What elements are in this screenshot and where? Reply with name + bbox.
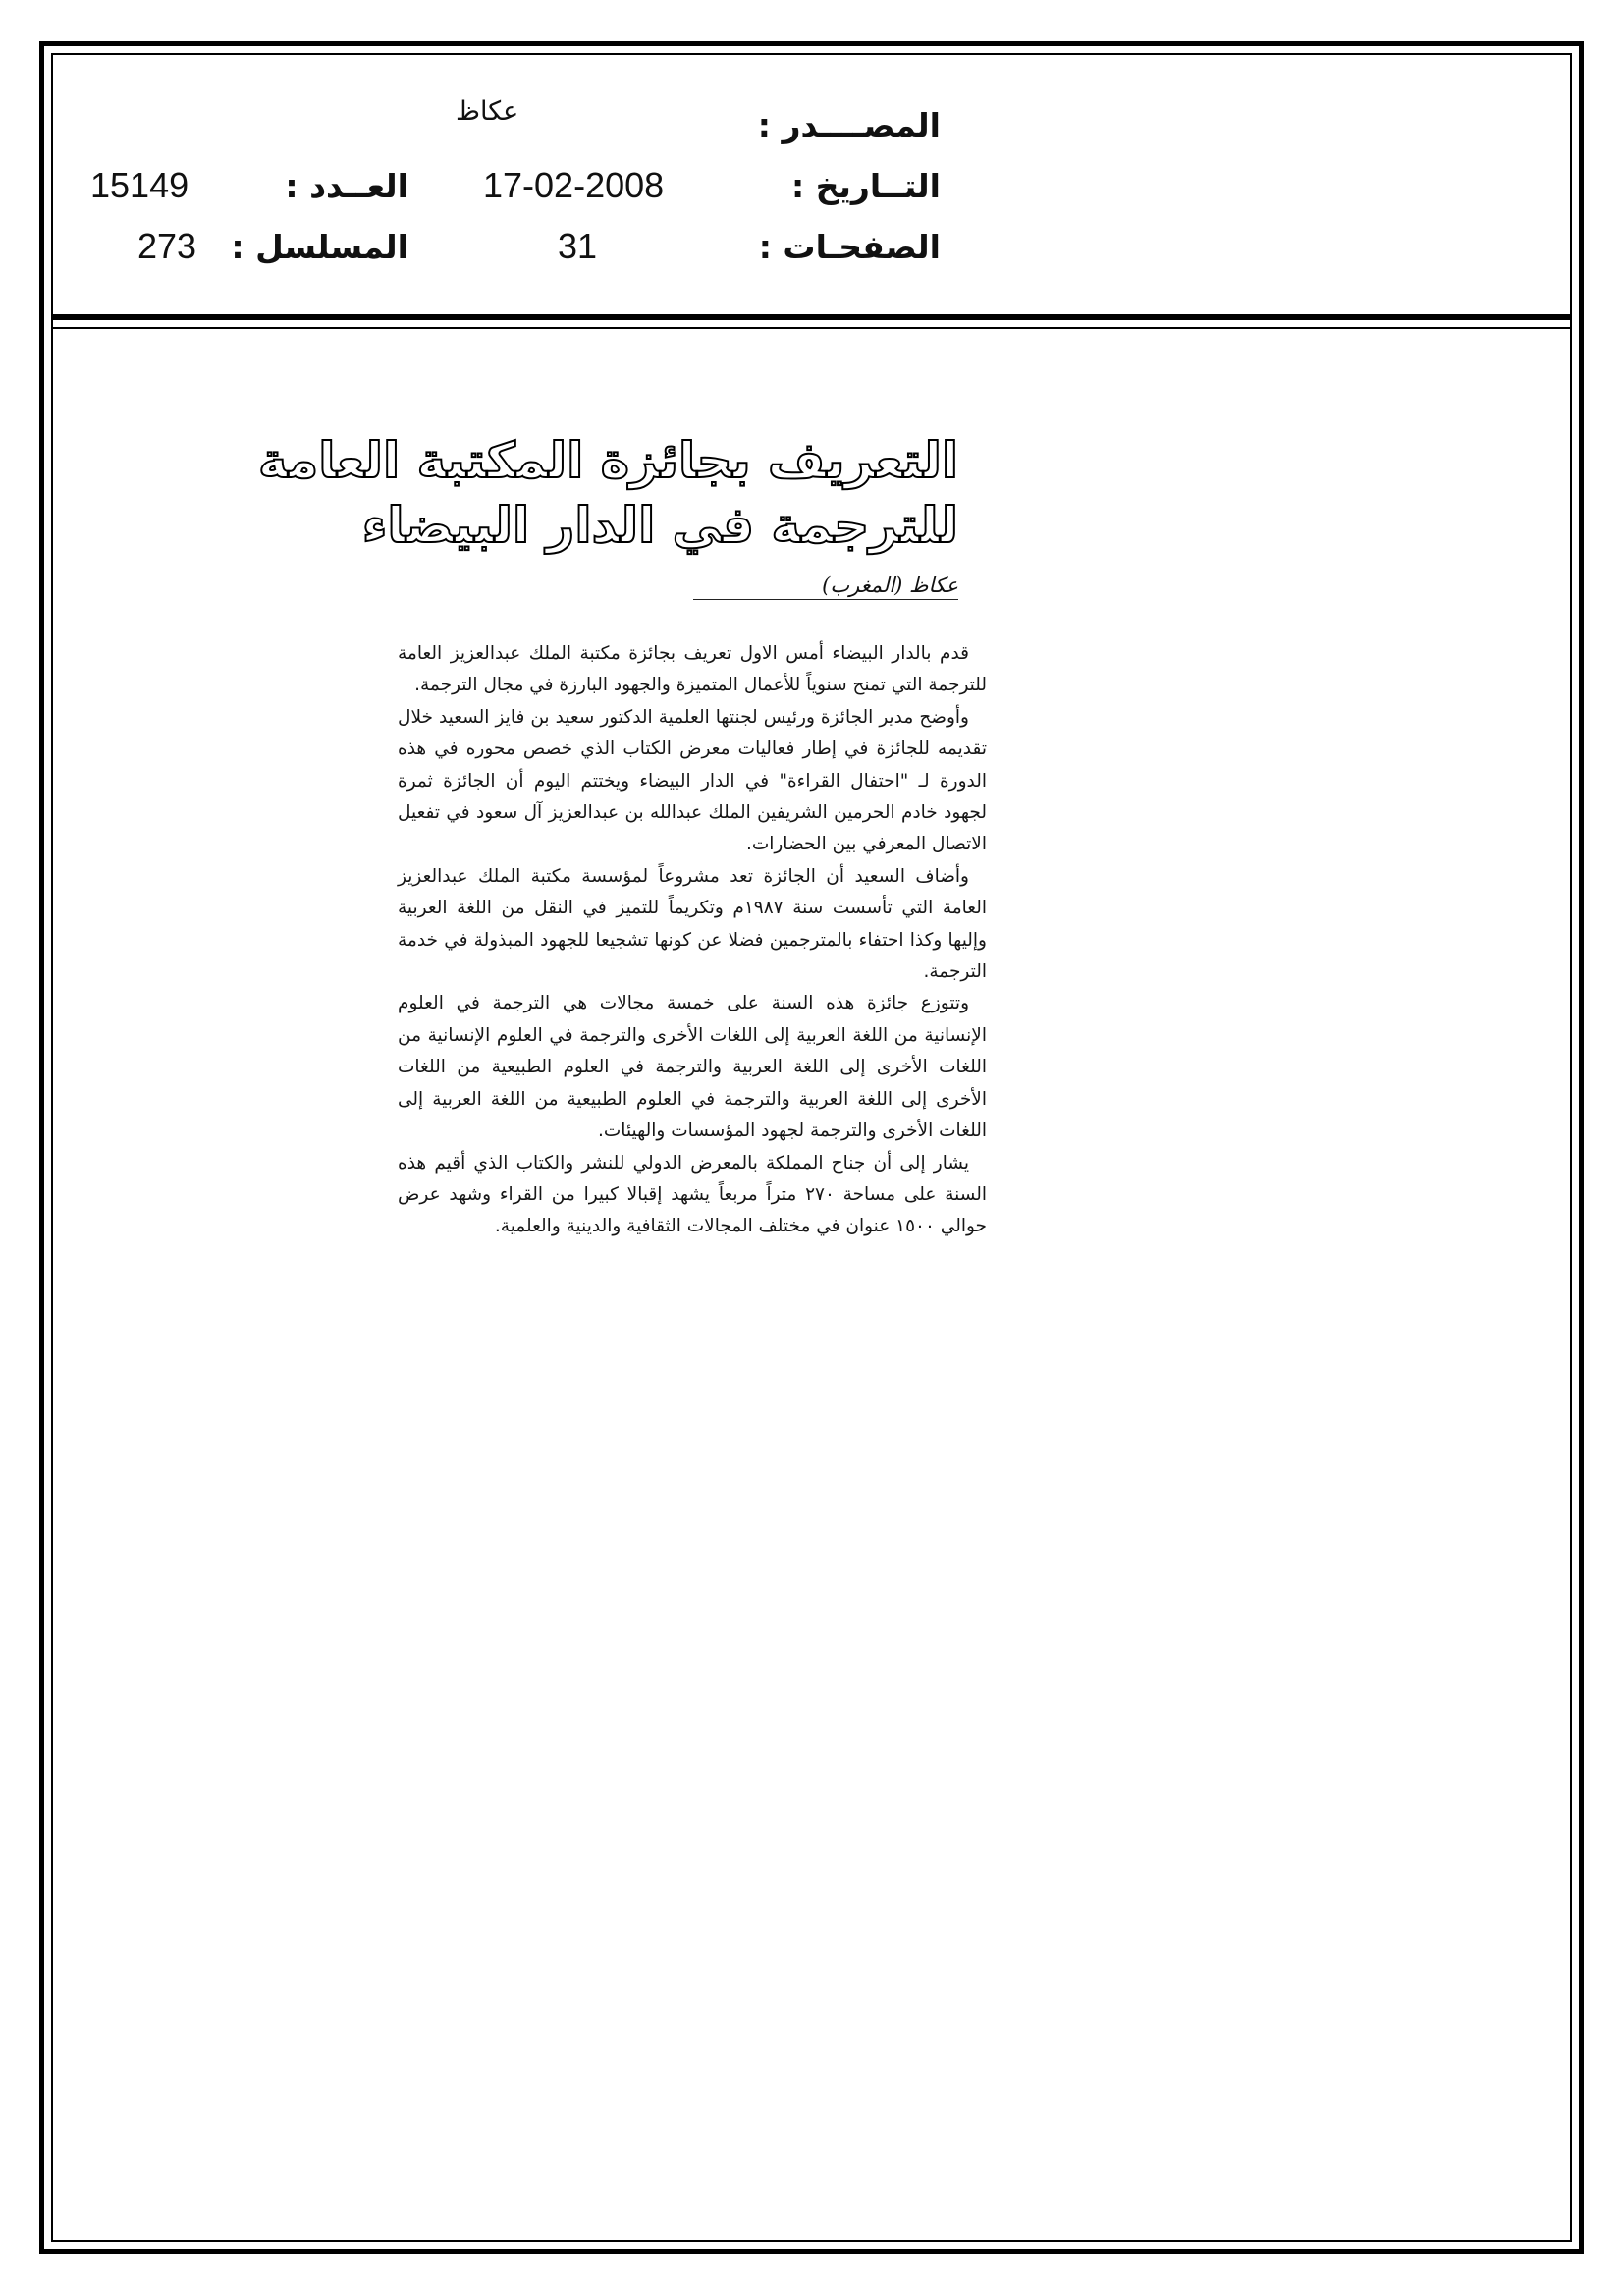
date-value: 17-02-2008 <box>483 165 665 205</box>
source-value: عكاظ <box>456 96 519 126</box>
pages-label: الصفحـات : <box>758 228 941 266</box>
article-paragraph: قدم بالدار البيضاء أمس الاول تعريف بجائزة مكتبة الملك عبدالعزيز العامة للترجمة التي تمنح سنوياً للأعمال المتميزة والجهود البارزة في مجال الترجمة. <box>398 643 987 696</box>
article-paragraph: يشار إلى أن جناح المملكة بالمعرض الدولي للنشر والكتاب الذي أقيم هذه السنة على مساحة ٢٧٠ متراً مربعاً يشهد إقبالا كبيرا من القراء وشهد عرض حوالي ١٥٠٠ عنوان في مختلف المجالات الثقافية والدينية والعلمية. <box>398 1152 987 1237</box>
pages-value: 31 <box>558 226 598 266</box>
source-label: المصــــدر : <box>757 106 941 144</box>
article-byline: عكاظ (المغرب) <box>693 574 958 600</box>
article-paragraph: وأضاف السعيد أن الجائزة تعد مشروعاً لمؤسسة مكتبة الملك عبدالعزيز العامة التي تأسست سنة ١٩٨٧م وتكريماً للتميز في النقل من اللغة العربية وإليها وكذا احتفاء بالمترجمين فضلا عن كونها تشجيعا للجهود المبذولة في خدمة الترجمة. <box>398 865 987 983</box>
article-body <box>398 638 987 1243</box>
header-divider-thick <box>51 314 1572 320</box>
article-title-line-2: للترجمة في الدار البيضاء <box>361 497 958 554</box>
article-title-line-1: التعريف بجائزة المكتبة العامة <box>257 432 958 489</box>
article-paragraph: وأوضح مدير الجائزة ورئيس لجنتها العلمية الدكتور سعيد بن فايز السعيد خلال تقديمه للجائزة في إطار فعاليات معرض الكتاب الذي خصص محوره في هذه الدورة لـ "احتفال القراءة" في الدار البيضاء ويختتم اليوم أن الجائزة ثمرة لجهود خادم الحرمين الشريفين الملك عبدالله بن عبدالعزيز آل سعود في تفعيل الاتصال المعرفي بين الحضارات. <box>398 706 987 855</box>
issue-value: 15149 <box>90 165 189 205</box>
serial-label: المسلسل : <box>231 228 408 266</box>
article-paragraph: وتتوزع جائزة هذه السنة على خمسة مجالات هي الترجمة في العلوم الإنسانية من اللغة العربية إلى اللغات الأخرى والترجمة في العلوم الإنسانية من اللغات الأخرى إلى اللغة العربية والترجمة في العلوم الطبيعية من اللغات الأخرى إلى اللغة العربية والترجمة في العلوم الطبيعية من اللغة العربية إلى اللغات الأخرى والترجمة لجهود المؤسسات والهيئات. <box>398 993 987 1142</box>
issue-label: العــدد : <box>285 167 408 205</box>
header-divider-thin <box>51 327 1572 329</box>
serial-value: 273 <box>137 226 197 266</box>
date-label: التــاريخ : <box>791 167 941 205</box>
